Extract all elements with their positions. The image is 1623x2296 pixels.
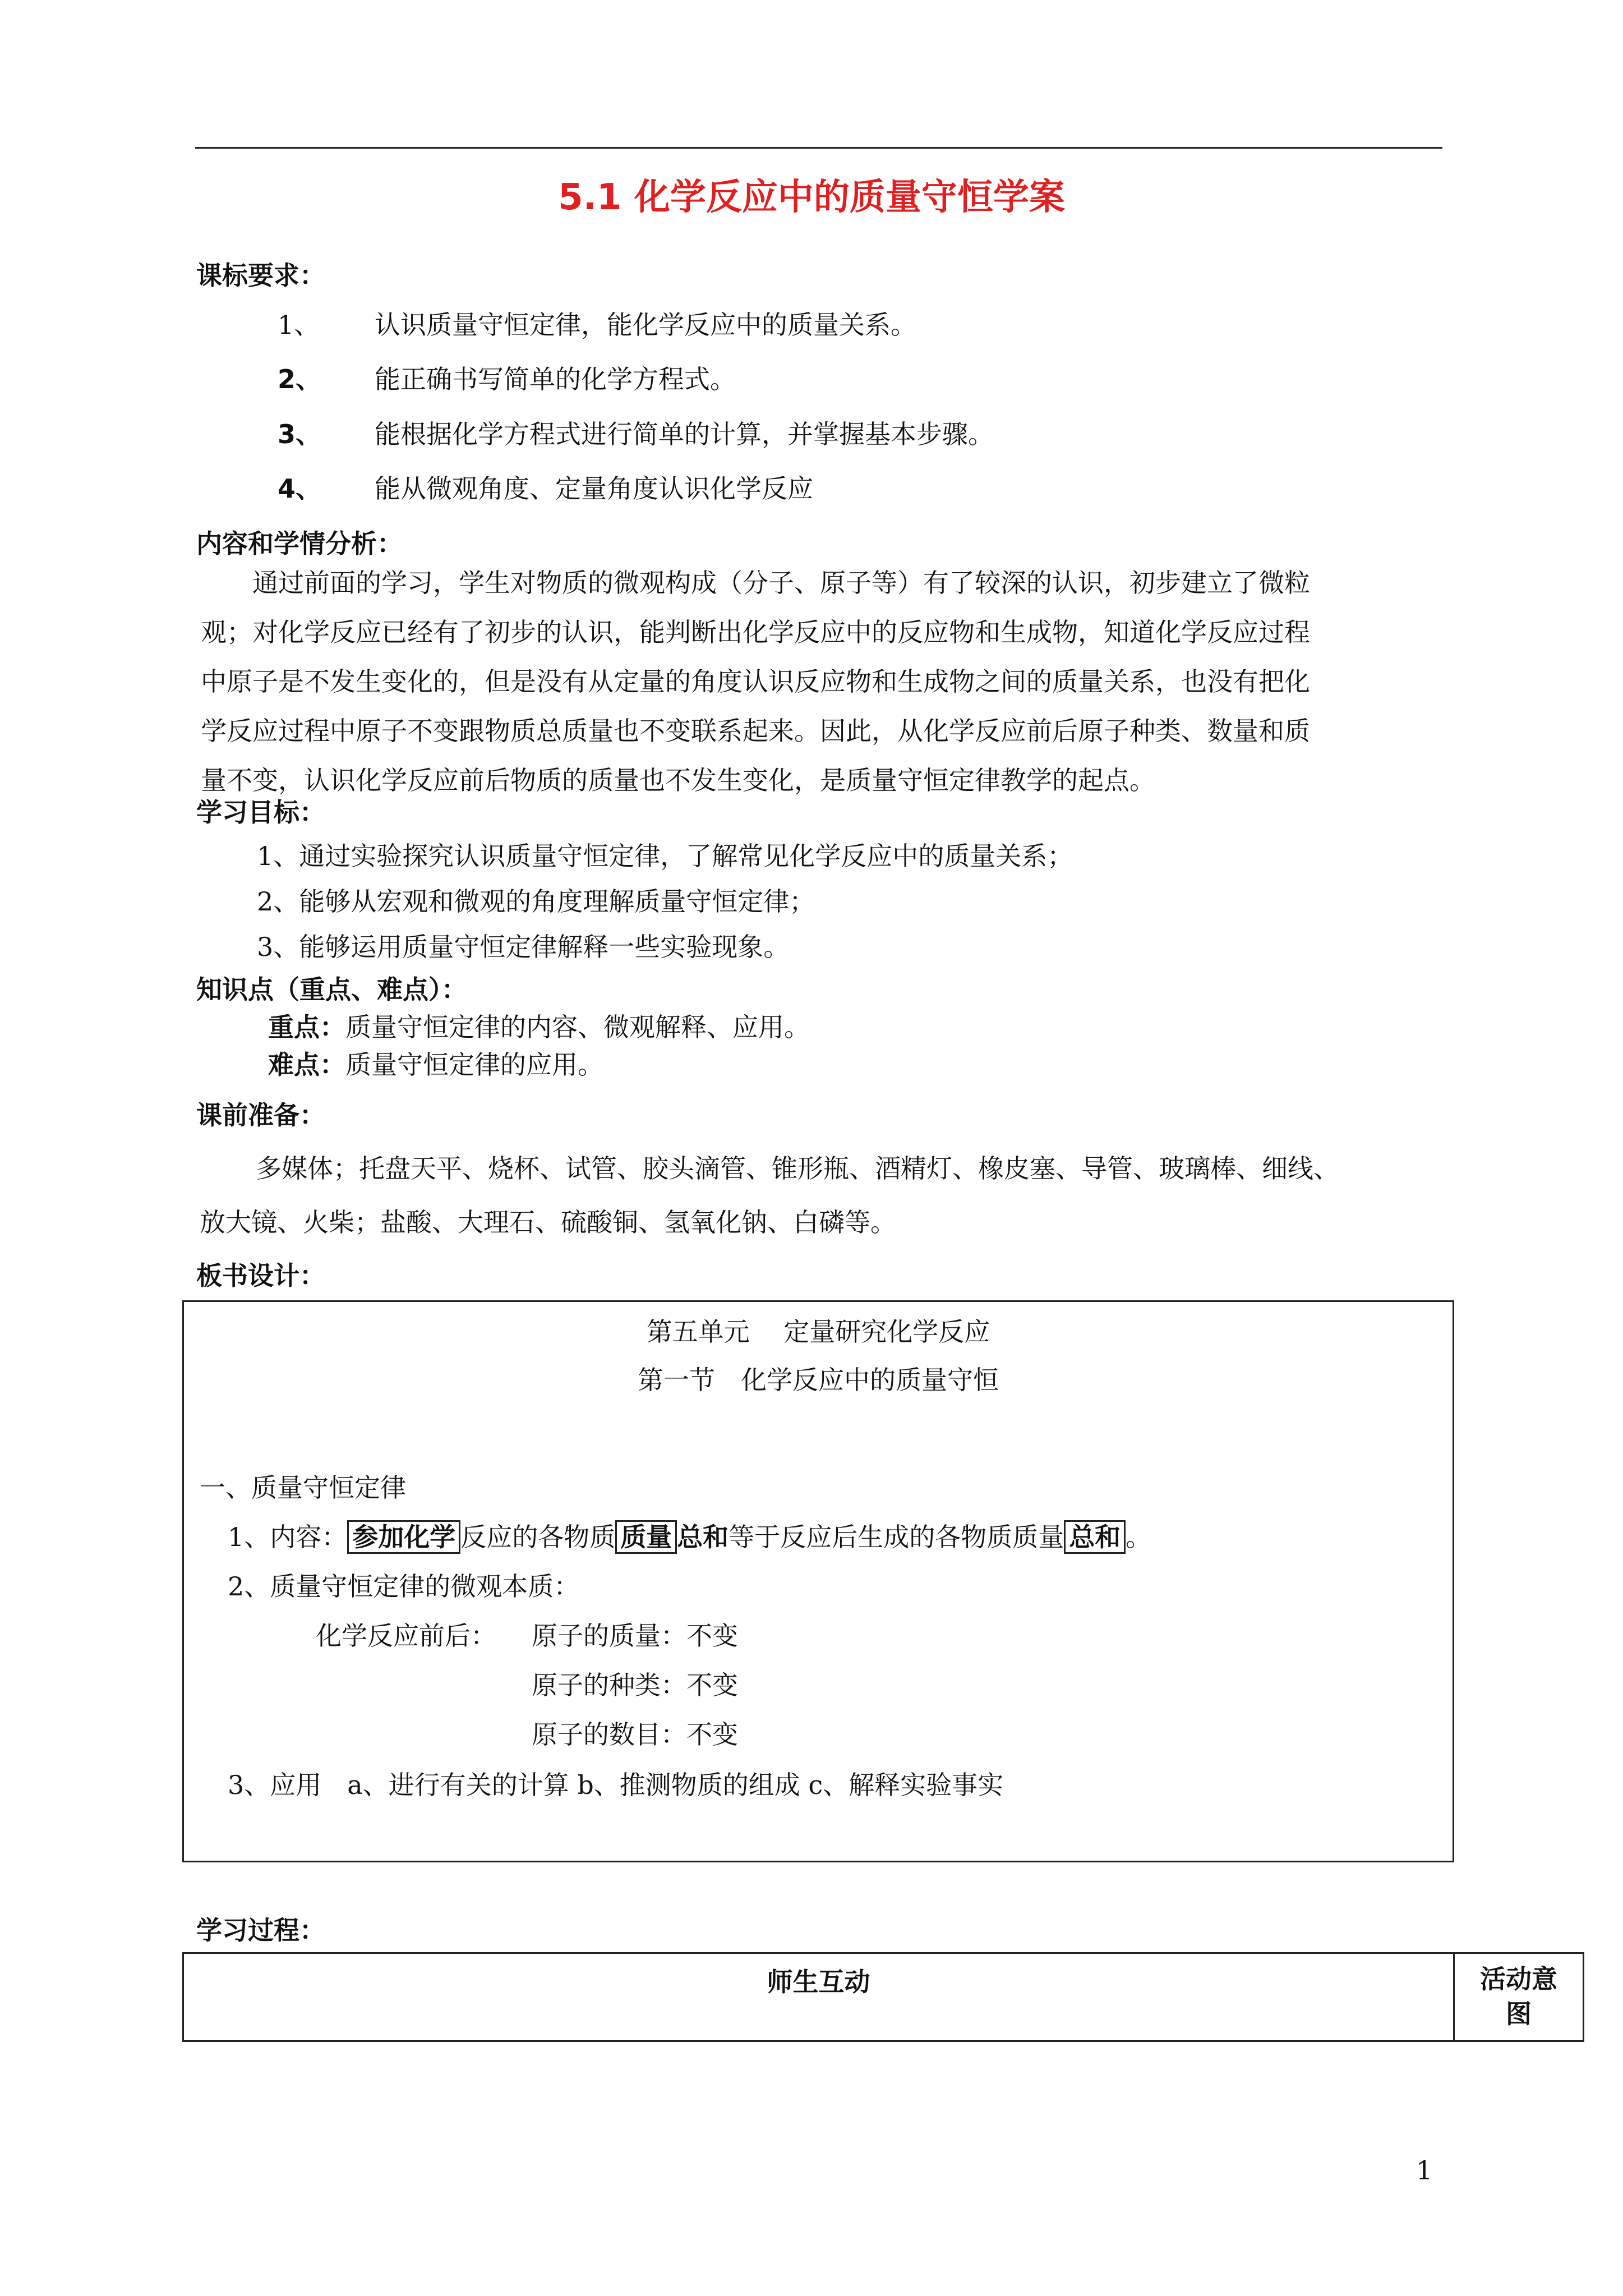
objectives-heading: 学习目标： xyxy=(196,797,325,827)
board-micro-item: 原子的数目：不变 xyxy=(532,1719,738,1750)
preparation-line: 多媒体；托盘天平、烧杯、试管、胶头滴管、锥形瓶、酒精灯、橡皮塞、导管、玻璃棒、细线、 xyxy=(256,1153,1339,1184)
board-micro-item: 原子的种类：不变 xyxy=(532,1670,738,1700)
curriculum-text-3: 能根据化学方程式进行简单的计算，并掌握基本步骤。 xyxy=(375,419,994,449)
board-application: 3、应用 a、进行有关的计算 b、推测物质的组成 c、解释实验事实 xyxy=(228,1770,1004,1800)
analysis-line: 量不变，认识化学反应前后物质的质量也不发生变化，是质量守恒定律教学的起点。 xyxy=(201,765,1155,795)
board-unit: 第五单元 定量研究化学反应 xyxy=(646,1317,990,1347)
analysis-paragraph xyxy=(201,558,1435,805)
boxed-term-mass: 质量 xyxy=(615,1520,677,1554)
bold-term-sum: 总和 xyxy=(677,1522,729,1552)
difficult-text: 质量守恒定律的应用。 xyxy=(345,1050,603,1080)
intent-line-1: 活动意 xyxy=(1480,1964,1557,1994)
curriculum-text-1: 认识质量守恒定律，能化学反应中的质量关系。 xyxy=(375,310,916,340)
analysis-line: 中原子是不发生变化的，但是没有从定量的角度认识反应物和生成物之间的质量关系，也没有把化 xyxy=(201,666,1310,697)
preparation-line: 放大镜、火柴；盐酸、大理石、硫酸铜、氢氧化钠、白磷等。 xyxy=(200,1207,896,1237)
analysis-heading: 内容和学情分析： xyxy=(196,528,403,559)
board-content-line xyxy=(228,1520,1151,1554)
curriculum-num-2: 2、 xyxy=(278,364,322,394)
curriculum-num-1: 1、 xyxy=(278,310,320,340)
curriculum-heading: 课标要求： xyxy=(196,260,325,291)
key-text: 质量守恒定律的内容、微观解释、应用。 xyxy=(345,1012,810,1042)
content-mid1: 反应的各物质 xyxy=(460,1522,616,1552)
objective-item: 2、能够从宏观和微观的角度理解质量守恒定律； xyxy=(257,886,815,917)
board-micro-item: 原子的质量：不变 xyxy=(532,1621,738,1651)
board-design-box xyxy=(182,1300,1454,1862)
objective-item: 1、通过实验探究认识质量守恒定律，了解常见化学反应中的质量关系； xyxy=(257,841,1073,871)
boxed-term-sum: 总和 xyxy=(1064,1520,1126,1554)
page-title: 5.1 化学反应中的质量守恒学案 xyxy=(558,177,1065,218)
knowledge-heading: 知识点（重点、难点）： xyxy=(196,974,467,1005)
analysis-line: 观；对化学反应已经有了初步的认识，能判断出化学反应中的反应物和生成物，知道化学反应过程 xyxy=(201,617,1310,647)
table-header-interaction: 师生互动 xyxy=(767,1967,870,1997)
curriculum-text-2: 能正确书写简单的化学方程式。 xyxy=(375,364,736,394)
table-header-intent xyxy=(1455,1962,1583,2031)
page-number: 1 xyxy=(1416,2155,1433,2185)
content-prefix: 1、内容： xyxy=(228,1522,348,1552)
content-end: 。 xyxy=(1126,1522,1152,1552)
intent-line-2: 图 xyxy=(1506,1999,1532,2029)
board-before-after: 化学反应前后： xyxy=(316,1621,496,1651)
board-part1: 一、质量守恒定律 xyxy=(200,1473,406,1503)
process-table xyxy=(182,1952,1584,2042)
difficult-point xyxy=(268,1047,603,1082)
curriculum-num-4: 4、 xyxy=(278,473,322,504)
process-heading: 学习过程： xyxy=(196,1915,325,1945)
boxed-term-participating: 参加化学 xyxy=(347,1520,460,1554)
header-rule xyxy=(195,147,1442,149)
key-point xyxy=(268,1010,810,1045)
content-mid2: 等于反应后生成的各物质质量 xyxy=(728,1522,1064,1552)
analysis-line: 通过前面的学习，学生对物质的微观构成（分子、原子等）有了较深的认识，初步建立了微粒 xyxy=(252,568,1310,598)
curriculum-text-4: 能从微观角度、定量角度认识化学反应 xyxy=(375,473,813,504)
board-section: 第一节 化学反应中的质量守恒 xyxy=(638,1365,999,1395)
key-label: 重点： xyxy=(268,1012,345,1042)
preparation-heading: 课前准备： xyxy=(196,1100,325,1130)
curriculum-num-3: 3、 xyxy=(278,419,322,449)
difficult-label: 难点： xyxy=(268,1050,345,1080)
board-micro-heading: 2、质量守恒定律的微观本质： xyxy=(228,1571,580,1602)
board-heading: 板书设计： xyxy=(196,1260,325,1291)
objective-item: 3、能够运用质量守恒定律解释一些实验现象。 xyxy=(257,932,790,962)
analysis-line: 学反应过程中原子不变跟物质总质量也不变联系起来。因此，从化学反应前后原子种类、数量和质 xyxy=(201,716,1310,746)
